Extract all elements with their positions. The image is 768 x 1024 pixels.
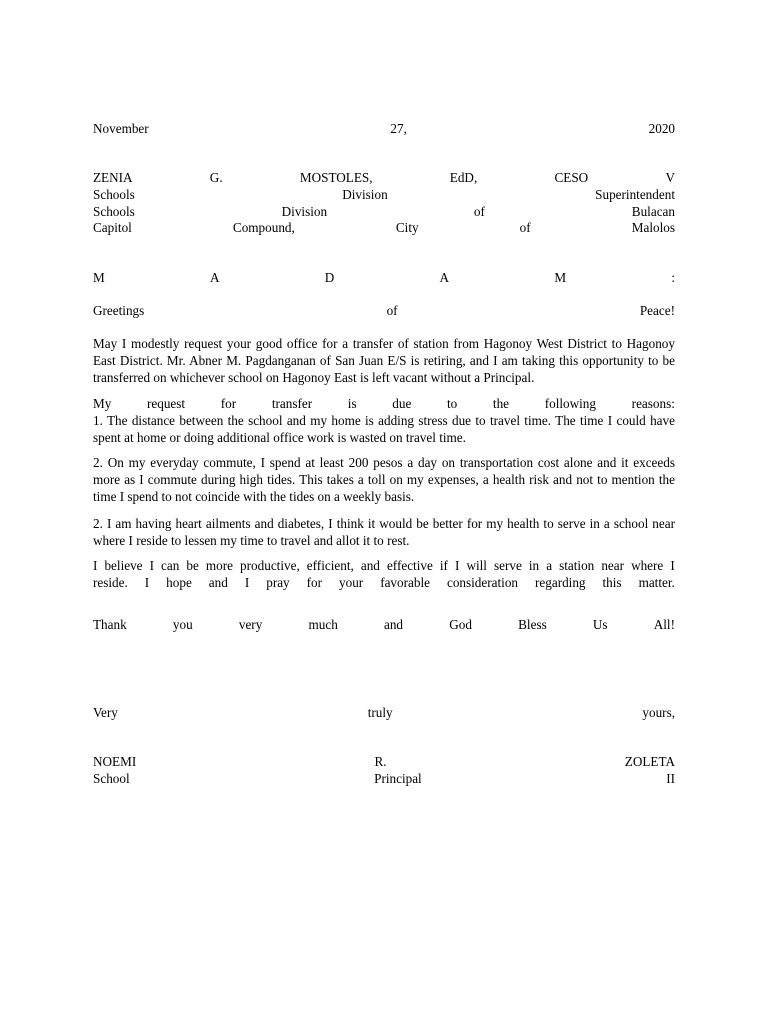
word: for [306,575,323,590]
word: to [446,396,458,411]
letter: D [324,270,335,285]
salutation [93,269,675,286]
letter: M [554,270,567,285]
word: your [339,575,364,590]
word: Bless [518,617,547,632]
word: productive, [240,558,300,573]
word: much [308,617,338,632]
word: ZOLETA [624,754,675,769]
word: a [546,558,553,573]
body-paragraph-3: 2. On my everyday commute, I spend at least 200 pesos a day on transportation cost alone and it exceeds more as I commute during high tides. This takes a toll on my expenses, a health risk and not to mention the time I spend to not coincide with the tides on a weekly basis. [93,455,675,504]
word: matter. [638,575,675,590]
word: the [492,396,510,411]
word: CESO [554,170,589,185]
letter: A [439,270,450,285]
letter-date [93,120,675,137]
date-day: 27, [390,121,407,136]
word: EdD, [449,170,478,185]
word: Schools [93,204,135,219]
word: Bulacan [631,204,675,219]
word: be [186,558,199,573]
word: I [93,558,98,573]
word: Capitol [93,220,132,235]
letter: : [671,270,675,285]
word: I [144,575,150,590]
word: request [147,396,186,411]
greeting [93,302,675,319]
word: G. [209,170,223,185]
word: where [631,558,664,573]
word: Greetings [93,303,145,318]
word: you [172,617,193,632]
word: favorable [380,575,430,590]
word: pray [266,575,290,590]
word: ZENIA [93,170,133,185]
word: Schools [93,187,135,202]
word: effective [386,558,433,573]
closing-line [93,704,675,721]
word: Very [93,705,118,720]
word: R. [374,754,387,769]
body-paragraph-5-line-1-text [93,557,675,574]
word: this [602,575,622,590]
recipient-office [93,203,675,220]
word: very [238,617,263,632]
word: and [383,617,404,632]
word: consideration [446,575,519,590]
word: Thank [93,617,127,632]
word: Principal [374,771,422,786]
thanks-line [93,616,675,633]
signatory-title [93,770,675,787]
body-paragraph-5-line-1 [93,557,675,574]
word: Peace! [639,303,675,318]
word: serve [494,558,522,573]
word: for [220,396,237,411]
word: will [466,558,487,573]
word: All! [653,617,675,632]
body-paragraph-4: 2. I am having heart ailments and diabetes, I think it would be better for my health to serve in a school near where I reside to lessen my time to travel and allot it to rest. [93,516,675,548]
word: NOEMI [93,754,137,769]
word: Us [592,617,608,632]
word: in [528,558,540,573]
word: if [439,558,448,573]
word: City [395,220,419,235]
word: MOSTOLES, [299,170,373,185]
body-paragraph-1: May I modestly request your good office for a transfer of station from Hagonoy West District to Hagonoy East District. Mr. Abner M. Pagdanganan of San Juan E/S is retiring, and I am taking this opportunity to be transferred on whichever school on Hagonoy East is left vacant without a Principal. [93,336,675,385]
word: and [360,558,380,573]
letter: A [209,270,220,285]
word: Superintendent [595,187,675,202]
word: I [149,558,154,573]
word: reasons: [631,396,675,411]
word: is [347,396,357,411]
word: Division [281,204,328,219]
signatory-name [93,753,675,770]
word: station [559,558,595,573]
letter-page [93,0,675,1024]
word: I [454,558,460,573]
body-paragraph-5-line-2 [93,574,675,591]
word: of [386,303,398,318]
body-paragraph-2: 1. The distance between the school and my home is adding stress due to travel time. The time I could have spent at home or doing additional office work is wasted on travel time. [93,413,675,445]
word: near [601,558,625,573]
word: and [208,575,228,590]
word: regarding [535,575,586,590]
word: V [665,170,675,185]
word: more [205,558,233,573]
word: truly [367,705,393,720]
body-paragraph-2-lead [93,395,675,412]
word: of [473,204,485,219]
word: of [519,220,531,235]
date-year: 2020 [648,121,675,136]
recipient-address [93,219,675,236]
word: hope [166,575,192,590]
letter: M [93,270,105,285]
word: God [449,617,472,632]
word: I [244,575,250,590]
word: efficient, [306,558,354,573]
word: following [544,396,596,411]
date-month: November [93,121,149,136]
word: Compound, [232,220,295,235]
word: believe [104,558,143,573]
recipient-name [93,169,675,186]
word: Malolos [631,220,675,235]
word: Division [342,187,388,202]
word: can [161,558,180,573]
word: My [93,396,112,411]
word: II [666,771,675,786]
word: yours, [642,705,675,720]
recipient-title [93,186,675,203]
word: transfer [271,396,313,411]
word: I [670,558,675,573]
word: reside. [93,575,128,590]
word: due [392,396,412,411]
word: School [93,771,130,786]
